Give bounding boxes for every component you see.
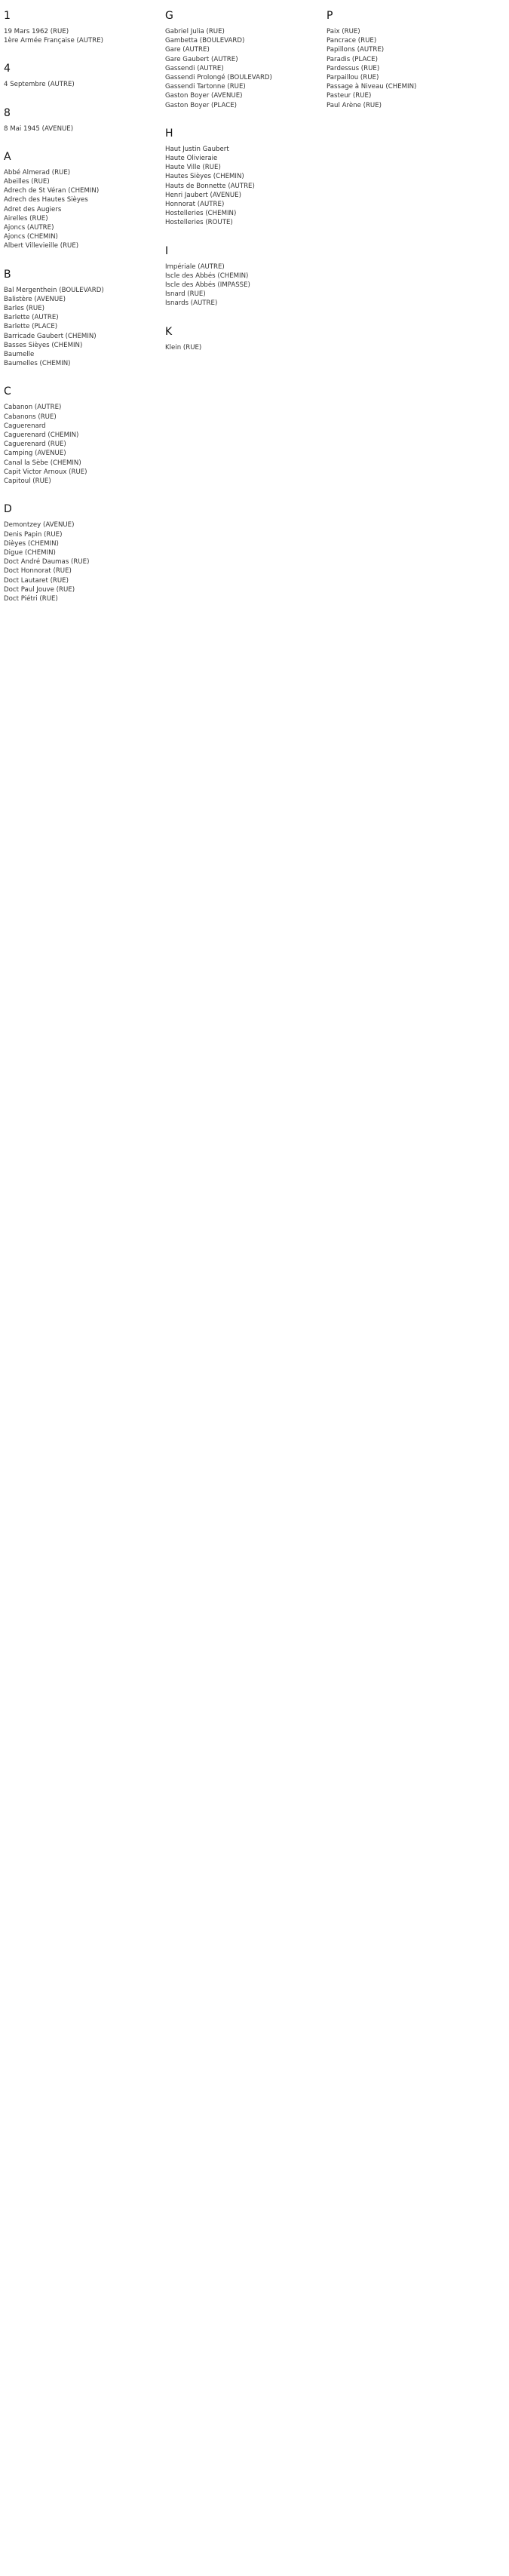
street-entry: Barlette (PLACE) [4, 323, 58, 331]
street-entry: Isnards (AUTRE) [165, 299, 218, 308]
street-entry: Capitoul (RUE) [4, 477, 51, 486]
street-entry: Paix (RUE) [327, 28, 360, 35]
street-entry: Doct Piétri (RUE) [4, 594, 58, 603]
street-entry: Adret des Augiers [4, 205, 62, 213]
street-entry: 19 Mars 1962 (RUE) [4, 28, 69, 35]
street-entry: Haute Olivieraie [165, 155, 218, 163]
section-heading: K [165, 325, 173, 338]
street-entry: Denis Papin (RUE) [4, 530, 63, 539]
street-entry: Hauts de Bonnette (AUTRE) [165, 182, 255, 190]
street-entry: Camping (AVENUE) [4, 450, 66, 458]
street-entry: 4 Septembre (AUTRE) [4, 81, 75, 89]
street-entry: Haut Justin Gaubert [165, 145, 229, 153]
index-column [4, 9, 155, 620]
street-entry: Doct Paul Jouve (RUE) [4, 585, 75, 594]
street-entry: Honnorat (AUTRE) [165, 201, 225, 209]
index-section [327, 9, 477, 110]
section-heading: 1 [4, 10, 11, 22]
section-heading: D [4, 503, 12, 516]
section-heading: B [4, 268, 11, 281]
street-entry: Caguerenard (RUE) [4, 441, 66, 449]
street-entry: Ajoncs (CHEMIN) [4, 233, 58, 241]
street-entry: Passage à Niveau (CHEMIN) [327, 83, 417, 91]
street-entry: Gare Gaubert (AUTRE) [165, 55, 238, 63]
index-section [4, 9, 155, 45]
street-entry: Capit Victor Arnoux (RUE) [4, 468, 87, 476]
street-index [0, 0, 509, 620]
street-entry: Isnard (RUE) [165, 290, 206, 299]
street-entry: Cabanons (RUE) [4, 413, 57, 421]
section-heading: H [165, 127, 173, 140]
index-section [4, 268, 155, 369]
index-section [4, 106, 155, 134]
street-entry: Hostelleries (CHEMIN) [165, 210, 237, 218]
street-entry: Caguerenard (CHEMIN) [4, 431, 79, 440]
street-entry: Canal la Sèbe (CHEMIN) [4, 459, 81, 467]
street-entry: Gaston Boyer (PLACE) [165, 101, 238, 109]
street-entry: Pardessus (RUE) [327, 64, 380, 72]
street-entry: Basses Sièyes (CHEMIN) [4, 341, 83, 349]
street-entry: Airelles (RUE) [4, 214, 48, 223]
street-entry: Bal Mergenthein (BOULEVARD) [4, 286, 104, 294]
section-heading: A [4, 150, 11, 163]
street-entry: Pasteur (RUE) [327, 92, 372, 100]
street-entry: Ajoncs (AUTRE) [4, 224, 54, 232]
street-entry: Gassendi Tartonne (RUE) [165, 83, 246, 91]
street-entry: Haute Ville (RUE) [165, 164, 221, 172]
street-entry: Gabriel Julia (RUE) [165, 28, 225, 35]
street-entry: Parpaillou (RUE) [327, 74, 379, 82]
street-entry: Barricade Gaubert (CHEMIN) [4, 332, 97, 340]
street-entry: Doct André Daumas (RUE) [4, 558, 90, 566]
index-section [4, 502, 155, 603]
index-column [327, 9, 477, 127]
street-entry: Barles (RUE) [4, 305, 44, 313]
section-heading: C [4, 385, 11, 398]
index-section [165, 244, 316, 309]
street-entry: Caguerenard [4, 422, 46, 430]
index-section [4, 62, 155, 89]
street-entry: Iscle des Abbés (IMPASSE) [165, 281, 250, 290]
street-entry: Hautes Sièyes (CHEMIN) [165, 173, 244, 181]
index-section [165, 325, 316, 352]
street-entry: Demontzey (AVENUE) [4, 521, 75, 530]
street-entry: 8 Mai 1945 (AVENUE) [4, 124, 74, 133]
street-entry: Adrech des Hautes Sièyes [4, 196, 88, 204]
street-entry: Doct Honnorat (RUE) [4, 567, 72, 576]
street-entry: 1ère Armée Française (AUTRE) [4, 37, 104, 45]
street-entry: Baumelles (CHEMIN) [4, 360, 71, 368]
street-entry: Gaston Boyer (AVENUE) [165, 92, 243, 100]
index-section [4, 150, 155, 251]
street-entry: Digue (CHEMIN) [4, 548, 56, 557]
street-entry: Pancrace (RUE) [327, 37, 377, 45]
street-entry: Paul Arène (RUE) [327, 101, 382, 109]
index-section [165, 127, 316, 228]
street-entry: Cabanon (AUTRE) [4, 404, 62, 412]
street-entry: Paradis (PLACE) [327, 55, 378, 63]
street-entry: Gassendi (AUTRE) [165, 64, 224, 72]
street-entry: Dièyes (CHEMIN) [4, 539, 59, 548]
street-entry: Balistère (AVENUE) [4, 295, 66, 303]
street-entry: Abbé Almerad (RUE) [4, 168, 71, 177]
index-section [4, 385, 155, 486]
section-heading: P [327, 10, 333, 22]
street-entry: Papillons (AUTRE) [327, 46, 385, 54]
street-entry: Iscle des Abbés (CHEMIN) [165, 272, 249, 280]
street-entry: Barlette (AUTRE) [4, 314, 59, 322]
street-entry: Albert Villevieille (RUE) [4, 242, 79, 250]
street-entry: Gassendi Prolongé (BOULEVARD) [165, 74, 272, 82]
street-entry: Abeilles (RUE) [4, 178, 50, 186]
section-heading: 8 [4, 106, 11, 119]
index-section [165, 9, 316, 110]
index-column [165, 9, 316, 369]
street-entry: Gambetta (BOULEVARD) [165, 37, 245, 45]
section-heading: I [165, 244, 169, 257]
street-entry: Doct Lautaret (RUE) [4, 576, 69, 585]
section-heading: 4 [4, 63, 11, 75]
street-entry: Baumelle [4, 351, 35, 359]
section-heading: G [165, 10, 173, 22]
street-entry: Hostelleries (ROUTE) [165, 219, 233, 227]
street-entry: Adrech de St Véran (CHEMIN) [4, 187, 100, 195]
street-entry: Gare (AUTRE) [165, 46, 210, 54]
street-entry: Impériale (AUTRE) [165, 263, 225, 271]
street-entry: Henri Jaubert (AVENUE) [165, 191, 241, 199]
street-entry: Klein (RUE) [165, 343, 202, 352]
